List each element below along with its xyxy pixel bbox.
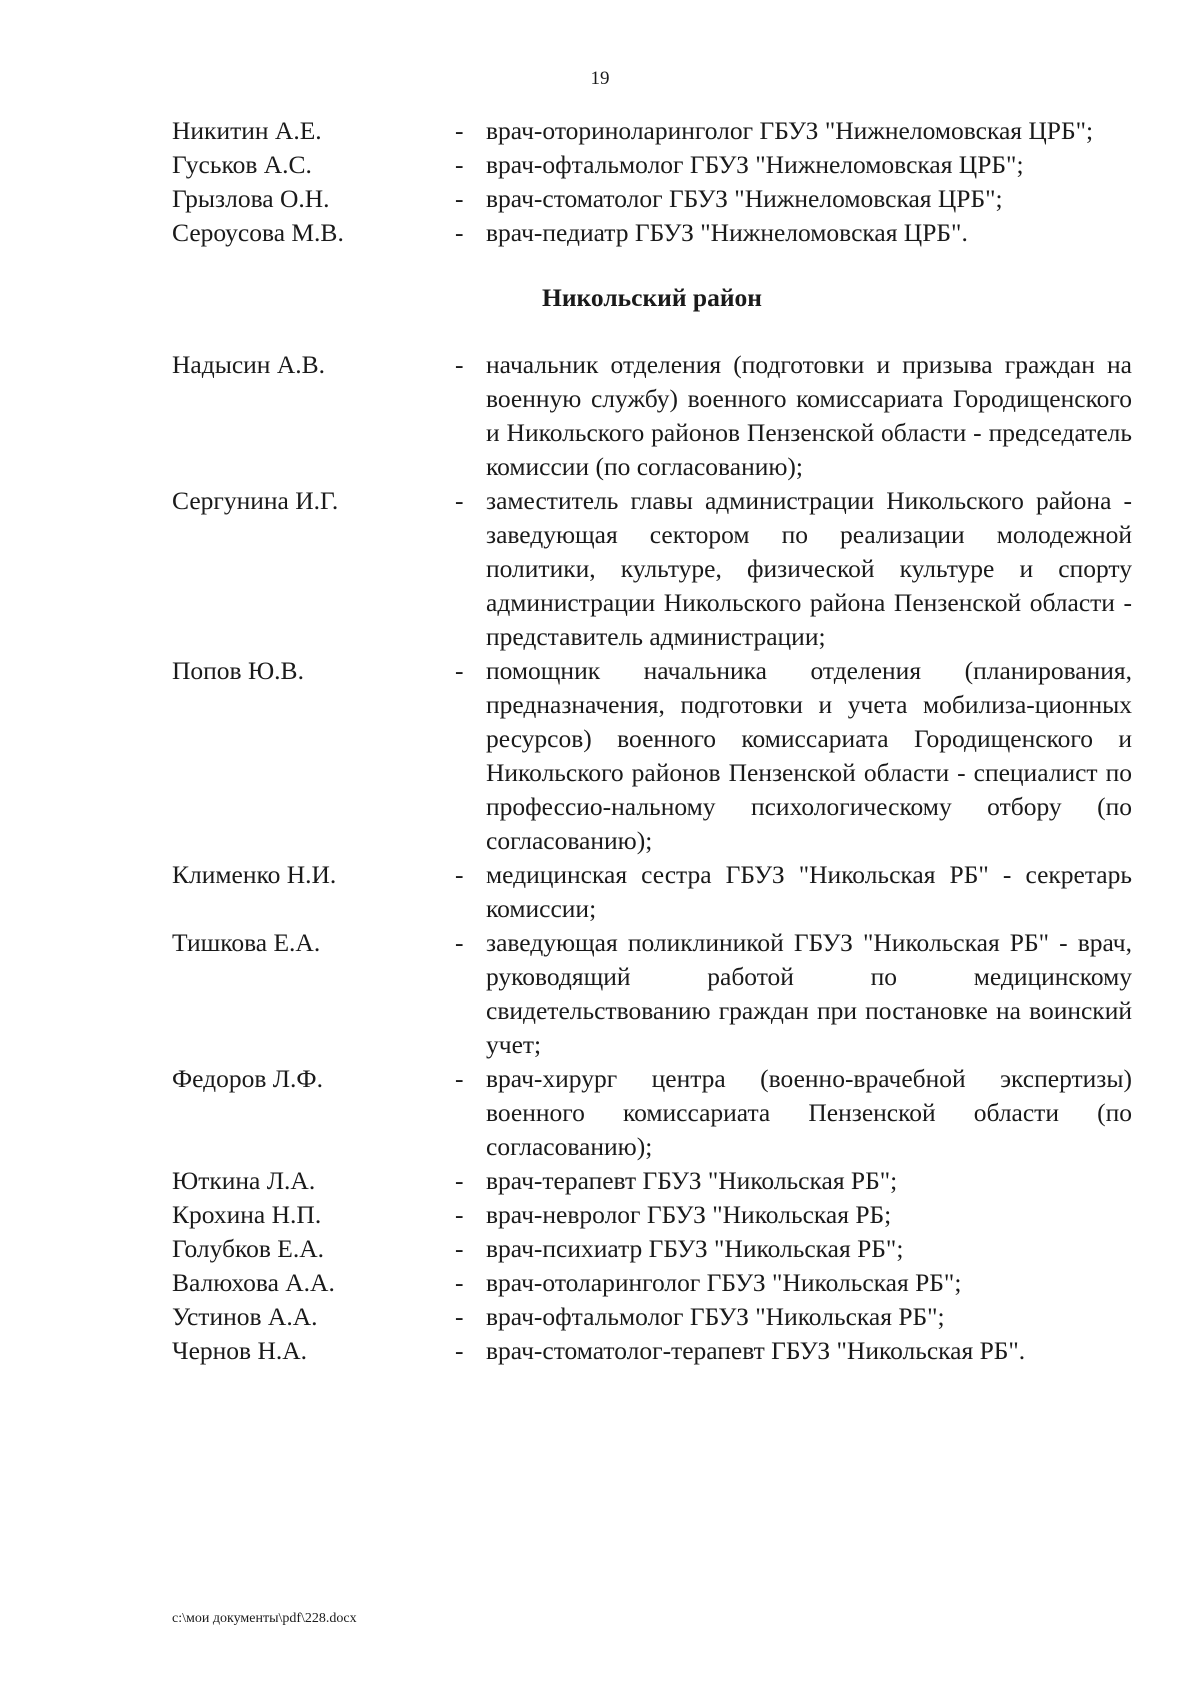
separator-dash: -	[455, 860, 464, 889]
member-role: врач-оториноларинголог ГБУЗ "Нижнеломовская ЦРБ";	[486, 116, 1094, 145]
list-item	[172, 654, 1132, 858]
separator-dash: -	[455, 1064, 464, 1093]
member-name: Тишкова Е.А.	[172, 928, 321, 957]
member-role: начальник отделения (подготовки и призыва граждан на военную службу) военного комиссариата Городищенского и Никольского районов Пензенской области - председатель комиссии (по согласованию);	[486, 350, 1132, 481]
list-item	[172, 858, 1132, 926]
list-item	[172, 1300, 1132, 1334]
member-name: Федоров Л.Ф.	[172, 1064, 323, 1093]
separator-dash: -	[455, 1336, 464, 1365]
separator-dash: -	[455, 218, 464, 247]
list-item	[172, 348, 1132, 484]
list-item	[172, 148, 1132, 182]
section-heading: Никольский район	[542, 283, 762, 312]
member-name: Сергунина И.Г.	[172, 486, 339, 515]
separator-dash: -	[455, 656, 464, 685]
separator-dash: -	[455, 928, 464, 957]
member-role: заведующая поликлиникой ГБУЗ "Никольская РБ" - врач, руководящий работой по медицинскому свидетельствованию граждан при постановке на воинский учет;	[486, 928, 1132, 1059]
member-role: врач-педиатр ГБУЗ "Нижнеломовская ЦРБ".	[486, 218, 968, 247]
member-role: врач-психиатр ГБУЗ "Никольская РБ";	[486, 1234, 904, 1263]
member-role: врач-хирург центра (военно-врачебной экспертизы) военного комиссариата Пензенской области (по согласованию);	[486, 1064, 1132, 1161]
list-item	[172, 1164, 1132, 1198]
list-item	[172, 1062, 1132, 1164]
member-name: Попов Ю.В.	[172, 656, 304, 685]
member-name: Надысин А.В.	[172, 350, 325, 379]
member-name: Чернов Н.А.	[172, 1336, 308, 1365]
separator-dash: -	[455, 150, 464, 179]
separator-dash: -	[455, 116, 464, 145]
separator-dash: -	[455, 1166, 464, 1195]
member-name: Голубков Е.А.	[172, 1234, 325, 1263]
member-role: врач-отоларинголог ГБУЗ "Никольская РБ";	[486, 1268, 962, 1297]
list-item	[172, 484, 1132, 654]
file-path-footer: c:\мои документы\pdf\228.docx	[172, 1611, 357, 1626]
list-item	[172, 1232, 1132, 1266]
member-role: врач-офтальмолог ГБУЗ "Нижнеломовская ЦРБ";	[486, 150, 1024, 179]
separator-dash: -	[455, 486, 464, 515]
list-item	[172, 926, 1132, 1062]
member-role: врач-стоматолог-терапевт ГБУЗ "Никольская РБ".	[486, 1336, 1026, 1365]
member-role: заместитель главы администрации Никольского района - заведующая сектором по реализации молодежной политики, культуре, физической культуре и спорту администрации Никольского района Пензенской области - представитель администрации;	[486, 486, 1132, 651]
list-item	[172, 1198, 1132, 1232]
member-role: врач-невролог ГБУЗ "Никольская РБ;	[486, 1200, 892, 1229]
separator-dash: -	[455, 350, 464, 379]
separator-dash: -	[455, 1302, 464, 1331]
separator-dash: -	[455, 184, 464, 213]
member-role: врач-офтальмолог ГБУЗ "Никольская РБ";	[486, 1302, 945, 1331]
member-role: врач-стоматолог ГБУЗ "Нижнеломовская ЦРБ";	[486, 184, 1003, 213]
member-role: помощник начальника отделения (планирования, предназначения, подготовки и учета мобилиза-ционных ресурсов) военного комиссариата Городищенского и Никольского районов Пензенской области - специалист по профессио-нальному психологическому отбору (по согласованию);	[486, 656, 1132, 855]
member-list-nizhnelomov	[172, 114, 1132, 250]
list-item	[172, 1266, 1132, 1300]
member-list-nikolsky	[172, 348, 1132, 1368]
list-item	[172, 114, 1132, 148]
member-name: Никитин А.Е.	[172, 116, 322, 145]
list-item	[172, 1334, 1132, 1368]
list-item	[172, 216, 1132, 250]
member-name: Юткина Л.А.	[172, 1166, 316, 1195]
separator-dash: -	[455, 1200, 464, 1229]
member-name: Устинов А.А.	[172, 1302, 318, 1331]
member-name: Клименко Н.И.	[172, 860, 337, 889]
member-name: Грызлова О.Н.	[172, 184, 330, 213]
member-role: врач-терапевт ГБУЗ "Никольская РБ";	[486, 1166, 898, 1195]
document-body	[172, 114, 1132, 1368]
list-item	[172, 182, 1132, 216]
member-name: Крохина Н.П.	[172, 1200, 322, 1229]
member-role: медицинская сестра ГБУЗ "Никольская РБ" - секретарь комиссии;	[486, 860, 1132, 923]
separator-dash: -	[455, 1234, 464, 1263]
member-name: Сероусова М.В.	[172, 218, 344, 247]
separator-dash: -	[455, 1268, 464, 1297]
member-name: Гуськов А.С.	[172, 150, 312, 179]
member-name: Валюхова А.А.	[172, 1268, 335, 1297]
page-number: 19	[590, 68, 610, 89]
